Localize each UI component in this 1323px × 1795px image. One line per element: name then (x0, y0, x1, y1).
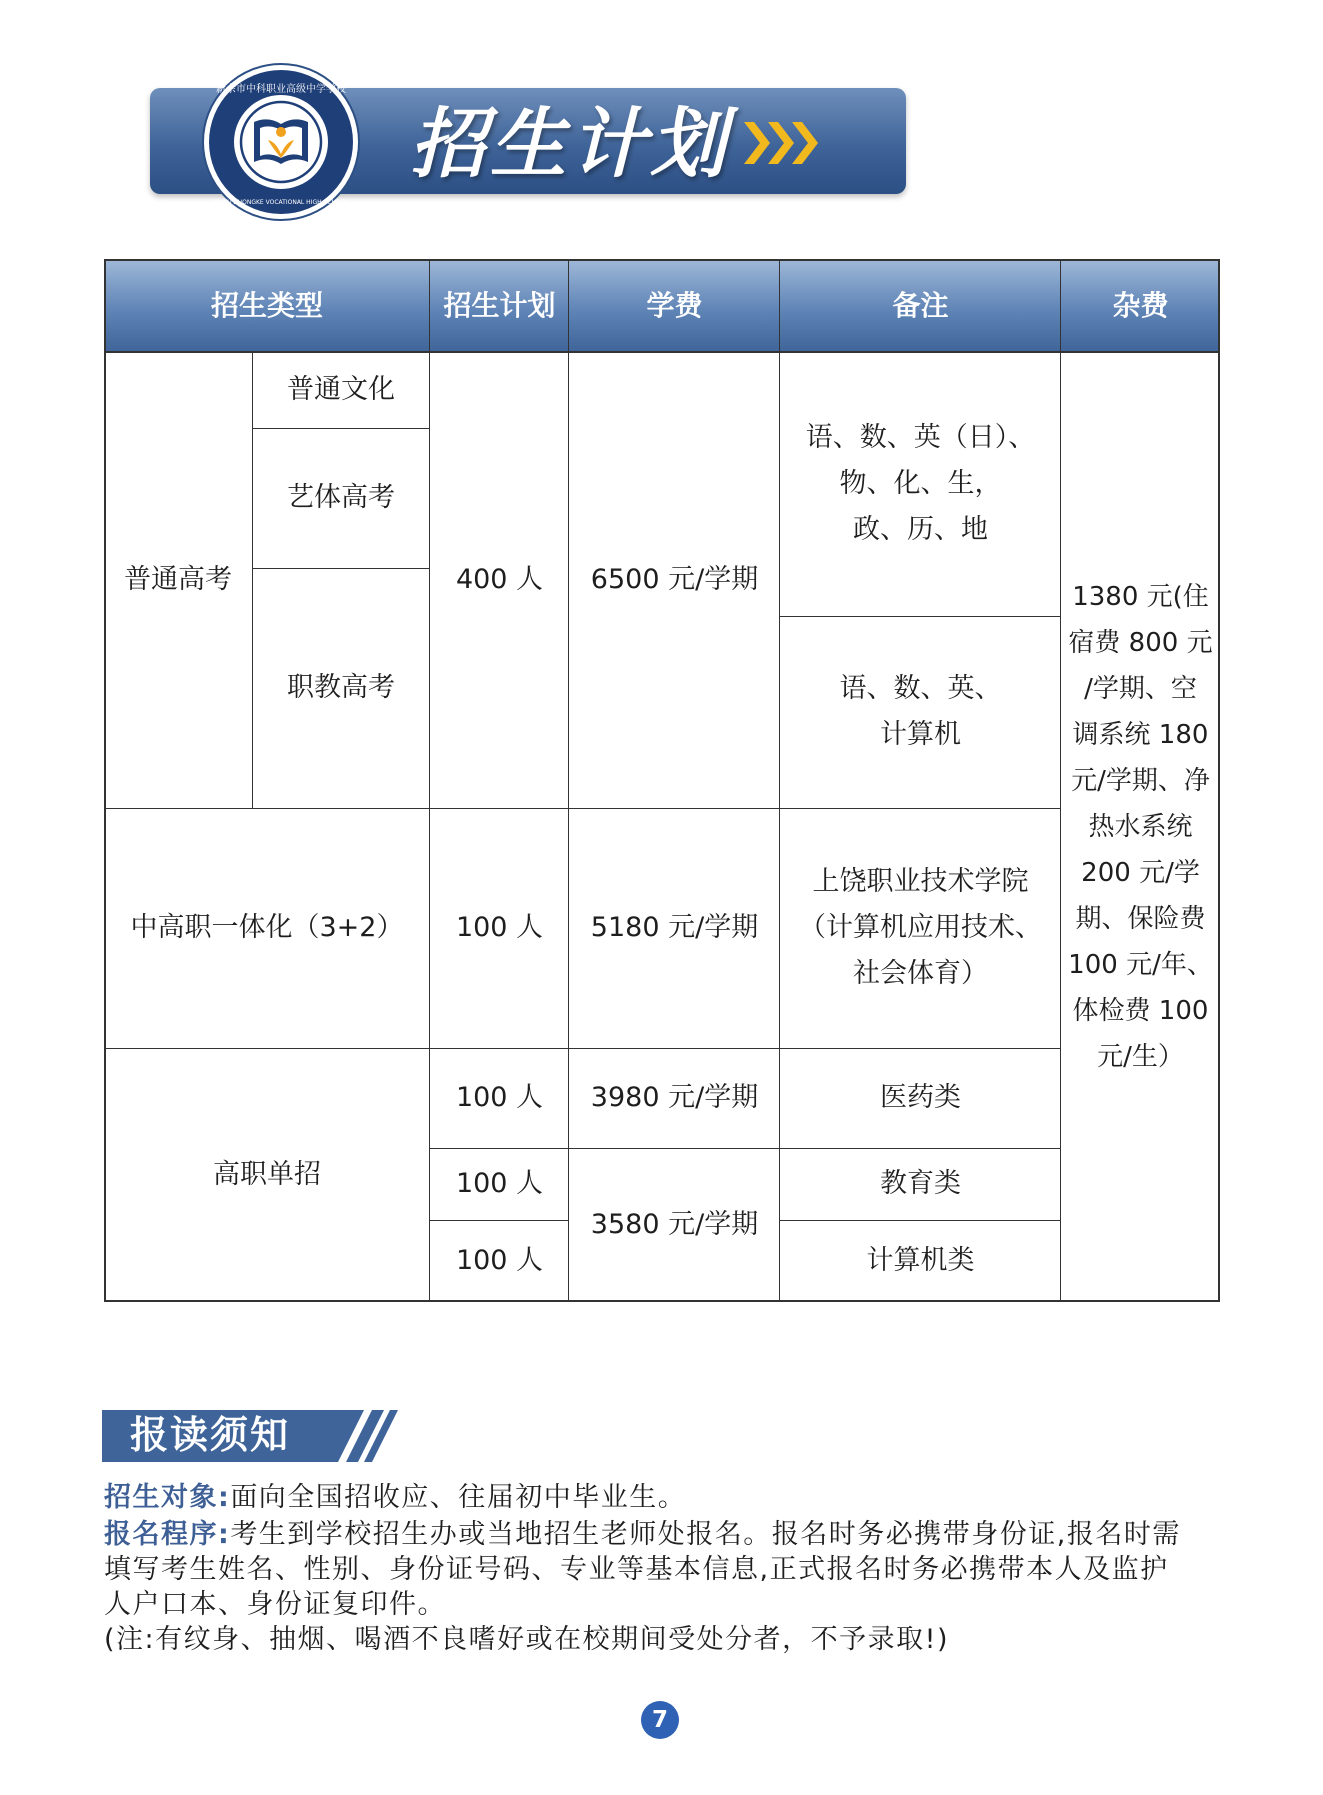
table-border (104, 259, 1220, 1302)
subtype-yiti: 艺体高考 (287, 482, 395, 513)
grid-line (779, 259, 780, 1302)
process-label: 报名程序: (104, 1519, 231, 1550)
chevron-right-icon (742, 118, 822, 168)
logo-ring-text-en: XINYU ZHONGKE VOCATIONAL HIGH SCHOOL (213, 199, 349, 206)
misc-fee-line: 期、保险费 (1075, 904, 1206, 934)
subtype-zhijiao: 职教高考 (287, 672, 395, 703)
misc-fee-line: 100 元/年、 (1068, 950, 1213, 980)
notice-process (104, 1517, 1224, 1657)
group-zhonggao: 中高职一体化（3+2） (130, 912, 404, 943)
misc-fee-line: 元/学期、净 (1071, 766, 1210, 796)
grid-line (252, 352, 253, 808)
remark-line: 上饶职业技术学院 (812, 866, 1029, 897)
misc-fee-line: 体检费 100 (1072, 996, 1209, 1026)
header-plan: 招生计划 (430, 259, 569, 352)
process-line: 考生到学校招生办或当地招生老师处报名。报名时务必携带身份证,报名时需 (230, 1519, 1181, 1550)
misc-fee-line: /学期、空 (1084, 674, 1197, 704)
grid-line (104, 1048, 1061, 1049)
page-number: 7 (641, 1701, 679, 1739)
plan-zhonggao: 100 人 (455, 912, 544, 943)
remark-line: 社会体育） (853, 958, 988, 989)
plan-jiaoyu: 100 人 (455, 1168, 544, 1199)
remark-line: 物、化、生， (839, 468, 1002, 499)
plan-jisuanji: 100 人 (455, 1245, 544, 1276)
grid-line (430, 1220, 569, 1221)
notice-target (104, 1480, 1224, 1515)
group-putong: 普通高考 (124, 564, 232, 595)
remark-line: 语、数、英（日）、 (805, 422, 1036, 453)
remark-yiyao: 医药类 (880, 1082, 961, 1113)
grid-line (568, 259, 569, 1302)
process-line: 人户口本、身份证复印件。 (104, 1589, 446, 1620)
page-title: 招生计划 (410, 99, 730, 188)
misc-fee-line: 200 元/学 (1081, 858, 1200, 888)
header-type: 招生类型 (104, 259, 430, 352)
group-danzhao: 高职单招 (213, 1159, 321, 1190)
subtype-putong-wenhua: 普通文化 (287, 374, 395, 405)
fee-yiyao: 3980 元/学期 (590, 1082, 759, 1113)
remark-line: （计算机应用技术、 (799, 912, 1042, 943)
grid-line (252, 568, 430, 569)
process-line: 填写考生姓名、性别、身份证号码、专业等基本信息,正式报名时务必携带本人及监护 (104, 1554, 1169, 1585)
misc-fee-line: 元/生） (1097, 1042, 1184, 1072)
grid-line (429, 259, 430, 1302)
grid-line (1060, 259, 1061, 1302)
remark-jisuanji: 计算机类 (866, 1245, 975, 1276)
notice-note: (注:有纹身、抽烟、喝酒不良嗜好或在校期间受处分者，不予录取!) (104, 1624, 949, 1655)
remark-jiaoyu: 教育类 (880, 1168, 961, 1199)
grid-line (780, 1220, 1061, 1221)
misc-fee-line: 1380 元(住 (1072, 582, 1209, 612)
fee-putong: 6500 元/学期 (590, 564, 759, 595)
plan-yiyao: 100 人 (455, 1082, 544, 1113)
remark-line: 计算机 (880, 719, 961, 750)
target-label: 招生对象: (104, 1482, 231, 1513)
grid-line (252, 428, 430, 429)
remark-line: 政、历、地 (853, 514, 988, 545)
fee-zhonggao: 5180 元/学期 (590, 912, 759, 943)
misc-fee-line: 宿费 800 元 (1068, 628, 1213, 658)
header-misc-fee: 杂费 (1061, 259, 1220, 352)
school-logo (202, 58, 360, 226)
header-remark: 备注 (780, 259, 1061, 352)
grid-line (430, 1148, 1061, 1149)
fee-jiaoyu-jisuanji: 3580 元/学期 (590, 1209, 759, 1240)
notice-title: 报读须知 (130, 1413, 291, 1457)
grid-line (780, 616, 1061, 617)
header-fee: 学费 (569, 259, 780, 352)
target-text: 面向全国招收应、往届初中毕业生。 (230, 1482, 687, 1513)
misc-fee-line: 调系统 180 (1072, 720, 1209, 750)
logo-ring-text: 新余市中科职业高级中学学校 (216, 84, 346, 95)
misc-fee-line: 热水系统 (1088, 812, 1193, 842)
grid-line (104, 351, 1220, 353)
plan-putong: 400 人 (455, 564, 544, 595)
remark-line: 语、数、英、 (839, 673, 1002, 704)
grid-line (104, 808, 1061, 809)
